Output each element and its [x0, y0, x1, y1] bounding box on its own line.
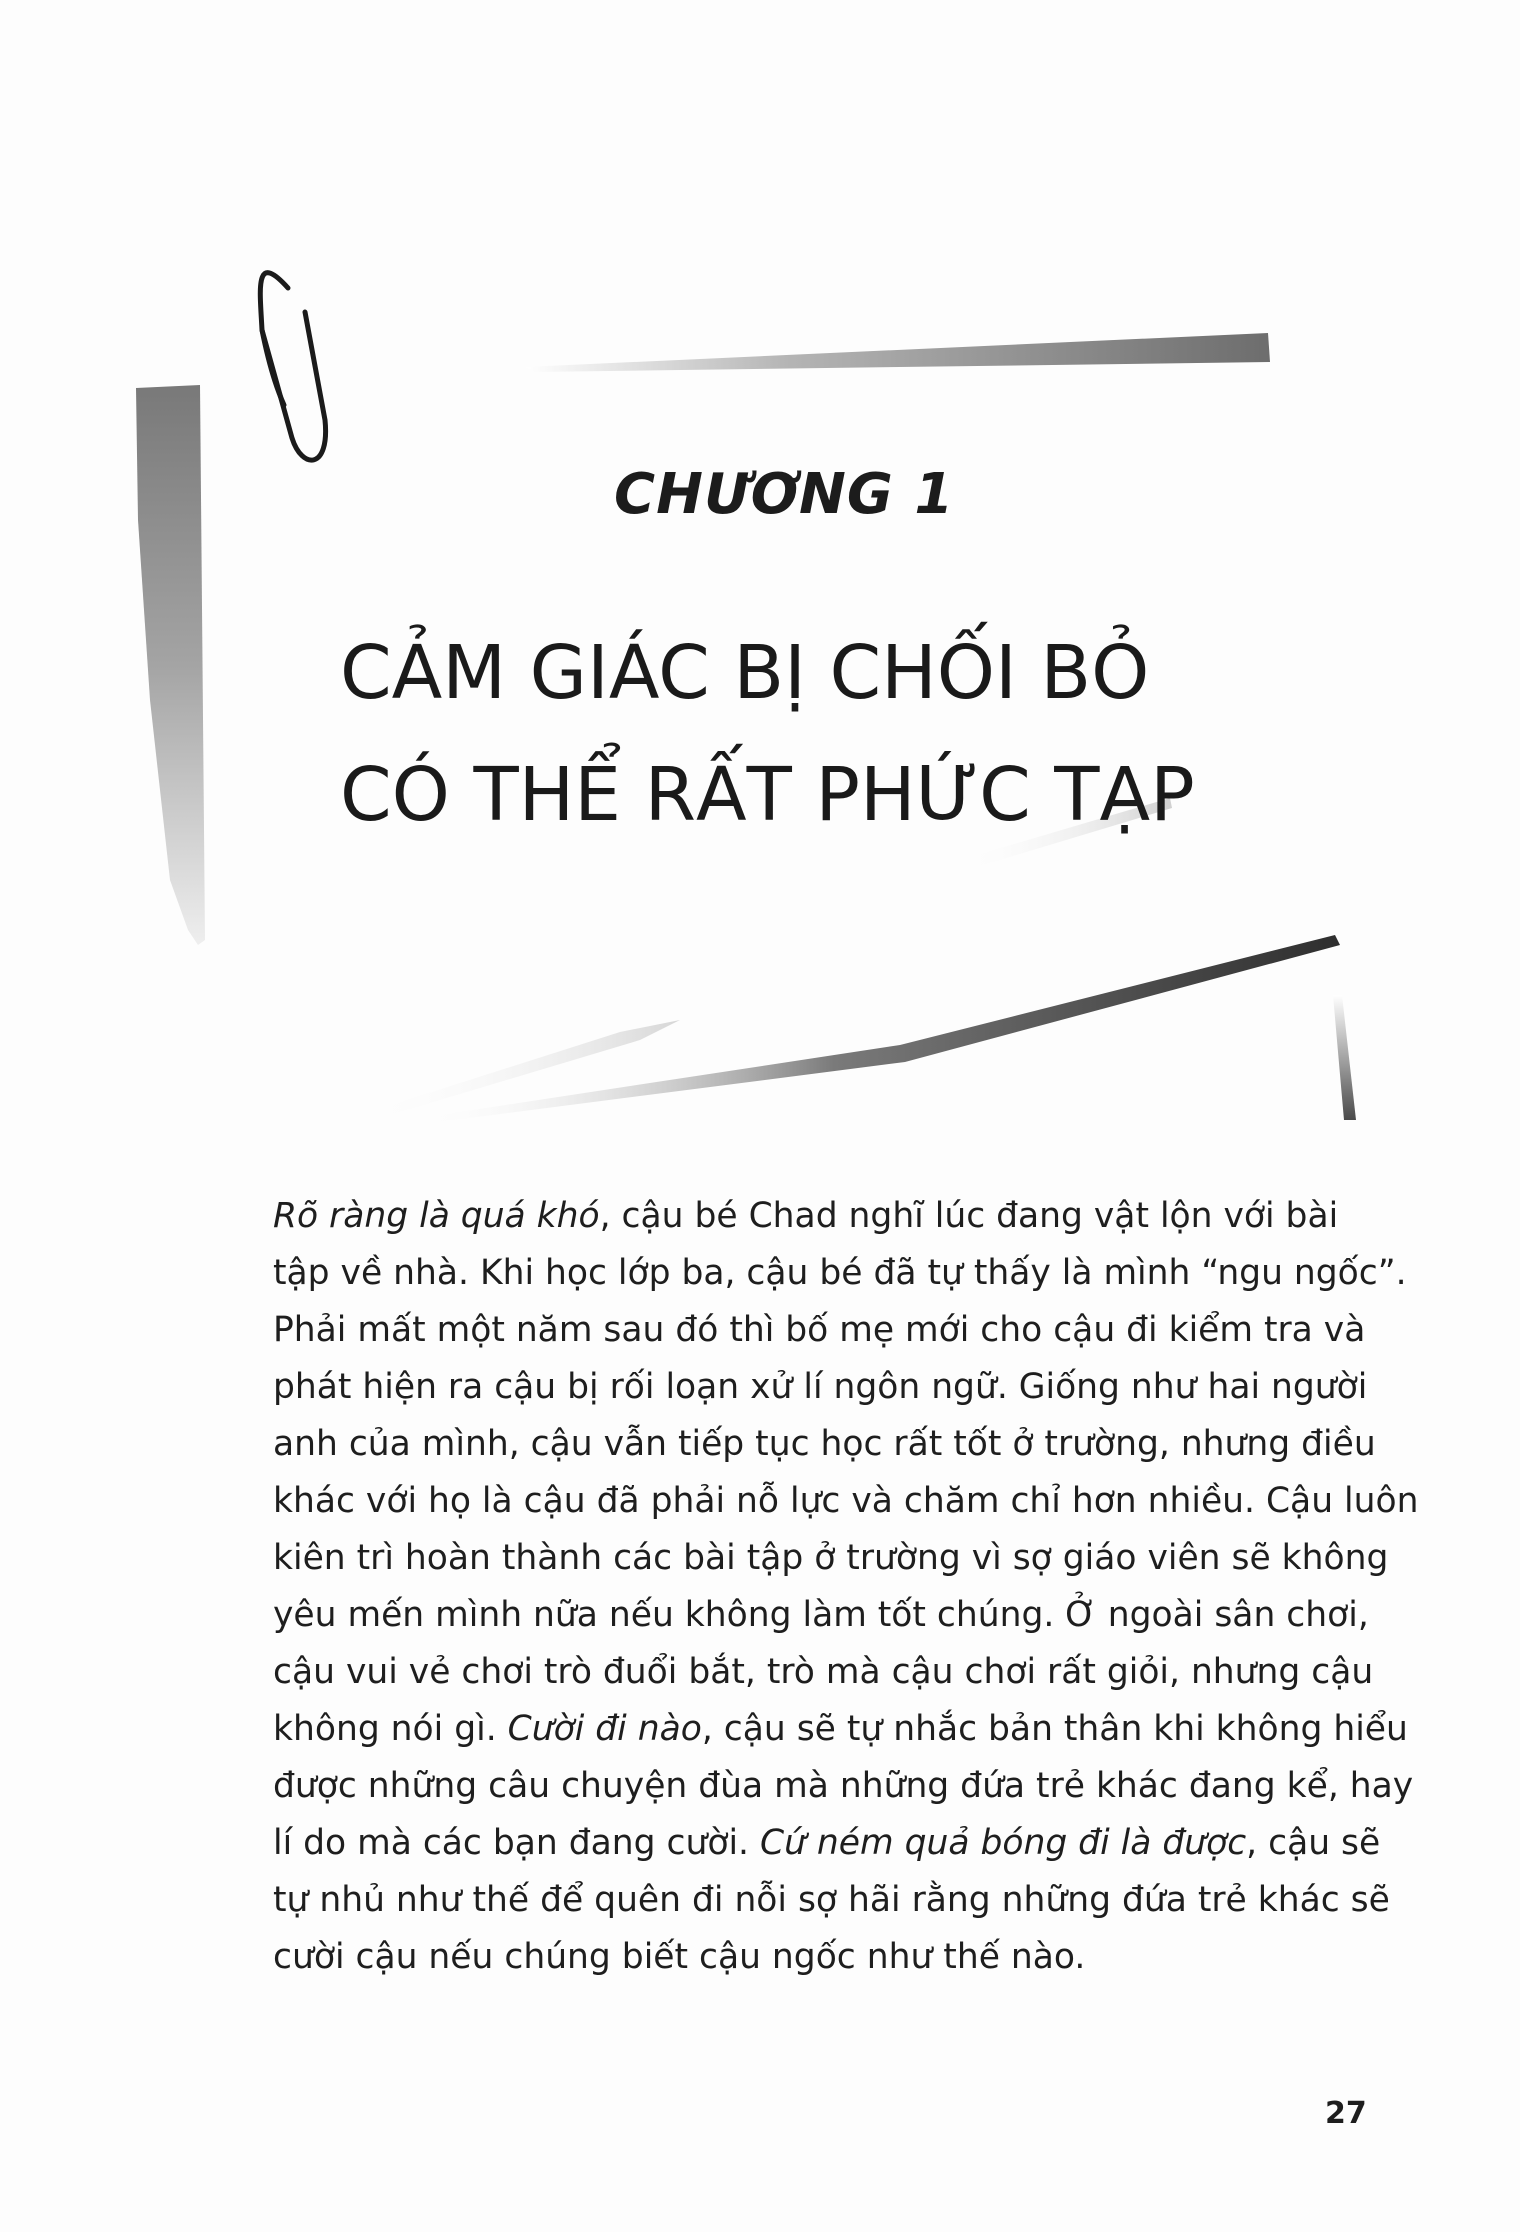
paragraph-line	[273, 1530, 1389, 1587]
paperclip-icon	[260, 273, 325, 460]
text-run: khác với họ là cậu đã phải nỗ lực và chăm chỉ hơn nhiều. Cậu luôn	[273, 1481, 1419, 1521]
paragraph-line	[273, 1872, 1390, 1929]
note-right-edge	[1333, 995, 1356, 1120]
text-run: Phải mất một năm sau đó thì bố mẹ mới cho cậu đi kiểm tra và	[273, 1310, 1366, 1350]
paragraph-line	[273, 1416, 1376, 1473]
paragraph-line	[273, 1473, 1419, 1530]
paragraph-line	[273, 1302, 1368, 1359]
italic-thought-text: Cứ ném quả bóng đi là được	[759, 1823, 1247, 1863]
text-run: , cậu bé Chad nghĩ lúc đang vật lộn với bài	[599, 1196, 1339, 1236]
text-run: anh của mình, cậu vẫn tiếp tục học rất tốt ở trường, nhưng điều	[273, 1424, 1376, 1464]
text-run: cậu vui vẻ chơi trò đuổi bắt, trò mà cậu chơi rất giỏi, nhưng cậu	[273, 1652, 1374, 1692]
paragraph-line	[273, 1245, 1407, 1302]
left-paper-strip	[136, 385, 205, 945]
text-run: , cậu sẽ	[1246, 1823, 1381, 1863]
text-run: lí do mà các bạn đang cười.	[273, 1823, 760, 1863]
note-top-edge	[525, 333, 1270, 372]
text-run: tự nhủ như thế để quên đi nỗi sợ hãi rằng những đứa trẻ khác sẽ	[273, 1880, 1390, 1920]
paragraph-line	[273, 1188, 1368, 1245]
paragraph-line	[273, 1701, 1408, 1758]
italic-thought-text: Cười đi nào	[507, 1709, 702, 1749]
paragraph-line	[273, 1587, 1368, 1644]
text-run: , cậu sẽ tự nhắc bản thân khi không hiểu	[701, 1709, 1408, 1749]
body-paragraph	[273, 1188, 1419, 1986]
text-run: tập về nhà. Khi học lớp ba, cậu bé đã tự thấy là mình “ngu ngốc”.	[273, 1253, 1407, 1293]
note-bottom-shadow	[420, 935, 1340, 1123]
paragraph-line	[273, 1758, 1414, 1815]
text-run: cười cậu nếu chúng biết cậu ngốc như thế nào.	[273, 1937, 1086, 1977]
chapter-label: CHƯƠNG 1	[614, 462, 955, 527]
paragraph-line	[273, 1644, 1374, 1701]
chapter-title-line: CÓ THỂ RẤT PHỨC TẠP	[340, 752, 1195, 838]
text-run: kiên trì hoàn thành các bài tập ở trường vì sợ giáo viên sẽ không	[273, 1538, 1389, 1578]
page-number: 27	[1325, 2096, 1367, 2131]
paragraph-line	[273, 1359, 1368, 1416]
chapter-title	[340, 612, 1240, 856]
text-run: không nói gì.	[273, 1709, 508, 1749]
text-run: được những câu chuyện đùa mà những đứa trẻ khác đang kể, hay	[273, 1766, 1414, 1806]
text-run: yêu mến mình nữa nếu không làm tốt chúng. Ở ngoài sân chơi,	[273, 1595, 1369, 1635]
text-run: phát hiện ra cậu bị rối loạn xử lí ngôn ngữ. Giống như hai người	[273, 1367, 1368, 1407]
paragraph-line	[273, 1815, 1381, 1872]
paragraph-line	[273, 1929, 1368, 1986]
chapter-title-line: CẢM GIÁC BỊ CHỐI BỎ	[340, 630, 1150, 716]
italic-thought-text: Rõ ràng là quá khó	[273, 1196, 600, 1236]
